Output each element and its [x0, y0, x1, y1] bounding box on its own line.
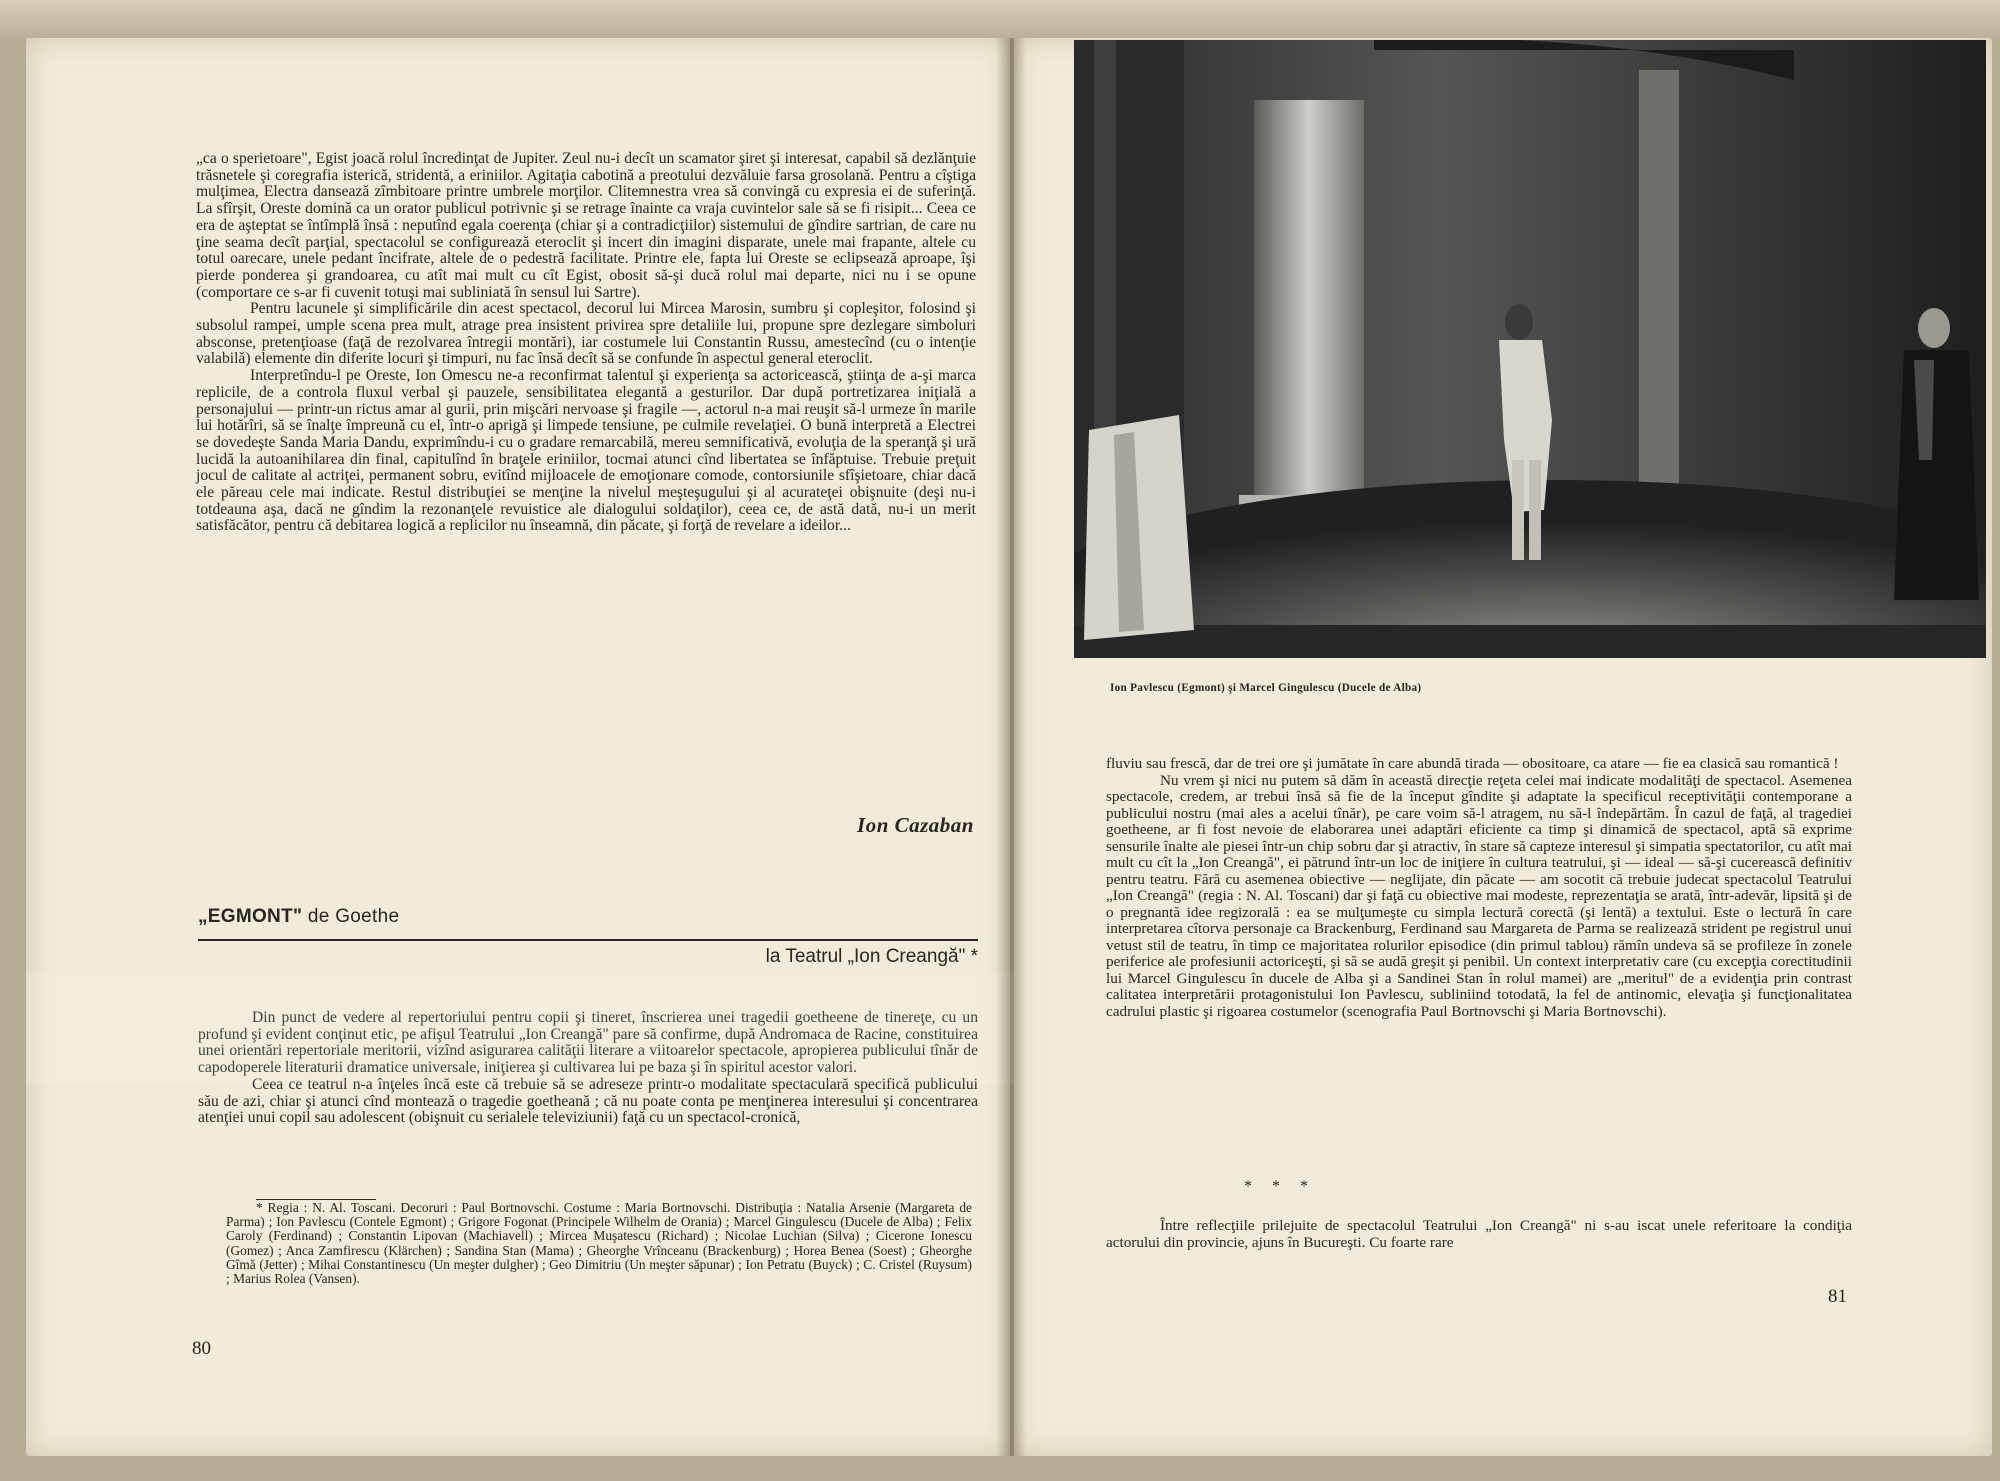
footnote-text: * Regia : N. Al. Toscani. Decoruri : Paul Bortnovschi. Costume : Maria Bortnovschi. Distribuţia : Natalia Arsenie (Margareta de Parma) ; Ion Pavlescu (Contele Egmont) ; Grigore Fogonat (Principele Wilhelm de Orania) ; Marcel Gingulescu (Ducele de Alba) ; Felix Caroly (Ferdinand) ; Constantin Lipovan (Machiavell) ; Mircea Muşatescu (Richard) ; Nicolae Luchian (Silva) ; Cicerone Ionescu (Gomez) ; Anca Zamfirescu (Klärchen) ; Sandina Stan (Mama) ; Gheorghe Vrînceanu (Brackenburg) ; Horea Benea (Soest) ; Gheorghe Gîmă (Jetter) ; Mihai Constantinescu (Un meşter dulgher) ; Geo Dimitriu (Un meşter săpunar) ; Ion Petratu (Buyck) ; C. Cristel (Ruysum) ; Marius Rolea (Vansen). — [226, 1200, 972, 1287]
photo-caption: Ion Pavlescu (Egmont) şi Marcel Gingulescu (Ducele de Alba) — [1110, 682, 1422, 694]
egmont-paragraph: Din punct de vedere al repertoriului pentru copii şi tineret, înscrierea unei tragedii goetheene de tinereţe, cu un profund şi evident conţinut etic, pe afişul Teatrului „Ion Creangă" pare să confirme, după Andromaca de Racine, constituirea unei orientări repertoriale meritorii, vizînd asigurarea calităţii literare a viitoarelor spectacole, apropierea publicului tînăr de capodoperele literaturii dramatice universale, iniţierea şi cultivarea lui pe baza şi în spiritul acestor valori. — [198, 1009, 978, 1077]
left-page — [26, 38, 1010, 1456]
review-paragraph: „ca o sperietoare", Egist joacă rolul încredinţat de Jupiter. Zeul nu-i decît un scamator şiret şi interesat, capabil să dezlănţuie trăsnetele şi coregrafia isterică, stridentă, a eriniilor. Agitaţia cabotină a preotului dezvăluie farsa grosolană. Pentru a cîştiga mulţimea, Electra dansează zîmbitoare printre umbrele morţilor. Clitemnestra vrea să convingă cu expresia ei de suferinţă. La sfîrşit, Oreste domină ca un orator publicul potrivnic şi se retrage înainte ca vraja cuvintelor sale să se fi risipit... Ceea ce era de aşteptat se întîmplă însă : neputînd egala coerenţa (chiar şi a contradicţiilor) sistemului de gîndire sartrian, de care nu ţine seama decît parţial, spectacolul se configurează eteroclit şi incert din imagini disparate, unele mai frapante, altele cu totul oarecare, unele pedant încifrate, altele de o pedestră facilitate. Printre ele, fapta lui Oreste se eclipsează aproape, îşi pierde ponderea şi grandoarea, cu atît mai mult cu cît Egist, obosit să-şi ducă rolul mai departe, nici nu i se opune (comportare ce s-ar fi cuvenit totuşi mai subliniată în sensul lui Sartre). — [196, 150, 976, 301]
section-rule — [198, 939, 978, 941]
section-title-play: „EGMONT" — [198, 906, 303, 927]
stage-photo — [1074, 40, 1986, 658]
egmont-paragraph: Ceea ce teatrul n-a înţeles încă este că trebuie să se adreseze printr-o modalitate spectaculară specifică publicului său de azi, chiar şi atunci cînd montează o tragedie goetheană ; că nu poate conta pe menţinerea interesului şi concentrarea atenţiei unui copil sau adolescent (obişnuit cu serialele televiziunii) faţă cu un spectacol-cronică, — [198, 1075, 978, 1127]
author-signature: Ion Cazaban — [857, 813, 974, 837]
page-number-right: 81 — [1828, 1286, 1847, 1307]
section-title — [198, 906, 399, 928]
review-paragraph: Pentru lacunele şi simplificările din acest spectacol, decorul lui Mircea Marosin, sumbru şi copleşitor, folosind şi subsolul rampei, umple scena prea mult, atrage prea insistent privirea spre detaliile lui, propune spre dezlegare simboluri absconse, pretenţioase (faţă de rezolvarea întregii montări), iar costumele lui Constantin Russu, amestecînd (cu o intenţie valabilă) elemente din diferite locuri şi timpuri, nu fac însă decît să se confunde în aspectul general eteroclit. — [196, 300, 976, 368]
stage-photo-image — [1074, 40, 1986, 658]
right-page-text — [1106, 756, 1852, 1020]
book-spine-top — [0, 0, 2000, 40]
section-subtitle: la Teatrul „Ion Creangă" * — [765, 946, 978, 967]
review-text — [196, 151, 976, 535]
review-paragraph: Interpretîndu-l pe Oreste, Ion Omescu ne-a reconfirmat talentul şi experienţa sa actoricească, ştiinţa de a-şi marca replicile, de a controla fluxul verbal şi pauzele, sensibilitatea elegantă a gesturilor. Dar după portretizarea iniţială a personajului — printr-un rictus amar al gurii, prin mişcări nervoase şi fragile —, actorul n-a mai reuşit să-l urmeze în marile lui hotărîri, să se înalţe împreună cu el, într-o aprigă şi limpede tensiune, pe culmile revelaţiei. O bună interpretă a Electrei se dovedeşte Sanda Maria Dandu, exprimîndu-i cu o gradare remarcabilă, mereu semnificativă, evoluţia de la speranţă şi ură lucidă la autoanihilarea din final, capitulînd în braţele eriniilor, tocmai atunci cînd libertatea se înfăptuise. Trebuie preţuit jocul de calitate al actriţei, permanent sobru, evitînd mijloacele de emoţionare comode, contorsiunile sfîşietoare, chiar dacă ele păreau cele mai indicate. Restul distribuţiei se menţine la nivelul meşteşugului şi al acurateţei obişnuite (deşi nu-i totdeauna aşa, dacă ne gîndim la rezonanţele revuistice ale dialogului soldaţilor), ceea ce, de astă dată, nu-i un merit satisfăcător, pentru că debitarea logică a replicilor nu înseamnă, din păcate, şi forţă de revelare a ideilor... — [196, 367, 976, 535]
book-gutter — [996, 38, 1026, 1456]
egmont-text — [198, 1010, 978, 1127]
section-title-author: de Goethe — [302, 906, 400, 927]
right-paragraph: fluviu sau frescă, dar de trei ore şi jumătate în care abundă tirada — obositoare, ca atare — fie ea clasică sau romantică ! — [1106, 755, 1839, 772]
footnote — [226, 1201, 972, 1286]
right-paragraph: Nu vrem şi nici nu putem să dăm în această direcţie reţeta celei mai indicate modalităţi de spectacol. Asemenea spectacole, credem, ar trebui însă să fie de la început gîndite şi adaptate la specificul receptivităţii contemporane a publicului nostru (mai ales a acelui tînăr), pe care voim să-l atragem, nu să-l îndepărtăm. În cazul de faţă, al tragediei goetheene, ar fi fost nevoie de elaborarea unei adaptări eficiente ca timp şi dinamică de spectacol, aptă să exprime sensurile înalte ale piesei într-un chip sobru dar şi atractiv, în stare să capteze interesul şi simpatia spectatorilor, cu atît mai mult cu cît la „Ion Creangă", ei pătrund într-un loc de iniţiere în cultura teatrului, şi — ideal — să-şi cucerească definitiv pentru teatru. Fără cu asemenea obiective — neglijate, din păcate — am socotit că trebuie judecat spectacolul Teatrului „Ion Creangă" (regia : N. Al. Toscani) dar şi faţă cu obiective mai modeste, reprezentaţia se arată, într-adevăr, lipsită şi de o pregnantă idee regizorală : ea se mulţumeşte cu simpla lectură corectă (şi lentă) a textului. Este o lectură în care interpretarea cîtorva personaje ca Brackenburg, Ferdinand sau Margareta de Parma se realizează strident pe registrul unui vetust stil de teatru, în timp ce majoritatea rolurilor episodice (din primul tablou) rămîn undeva să se profileze în zonele periferice ale profesiunii actoriceşti, şi să se audă greşit şi penibil. Un context interpretativ care (cu excepţia corectitudinii lui Marcel Gingulescu în ducele de Alba şi a Sandinei Stan în rolul mamei) are „meritul" de a evidenţia prin contrast calitatea interpretării protagonistului Ion Pavlescu, subliniind totodată, la fel de antinomic, elevaţia şi funcţionalitatea cadrului plastic şi rigoarea costumelor (scenografia Paul Bortnovschi şi Maria Bortnovschi). — [1106, 771, 1852, 1020]
closing-text — [1106, 1218, 1852, 1251]
section-separator: * * * — [1244, 1178, 1316, 1195]
page-number-left: 80 — [192, 1338, 211, 1359]
closing-paragraph: Între reflecţiile prilejuite de spectacolul Teatrului „Ion Creangă" ni s-au iscat unele referitoare la condiţia actorului din provincie, ajuns în Bucureşti. Cu foarte rare — [1106, 1217, 1852, 1251]
